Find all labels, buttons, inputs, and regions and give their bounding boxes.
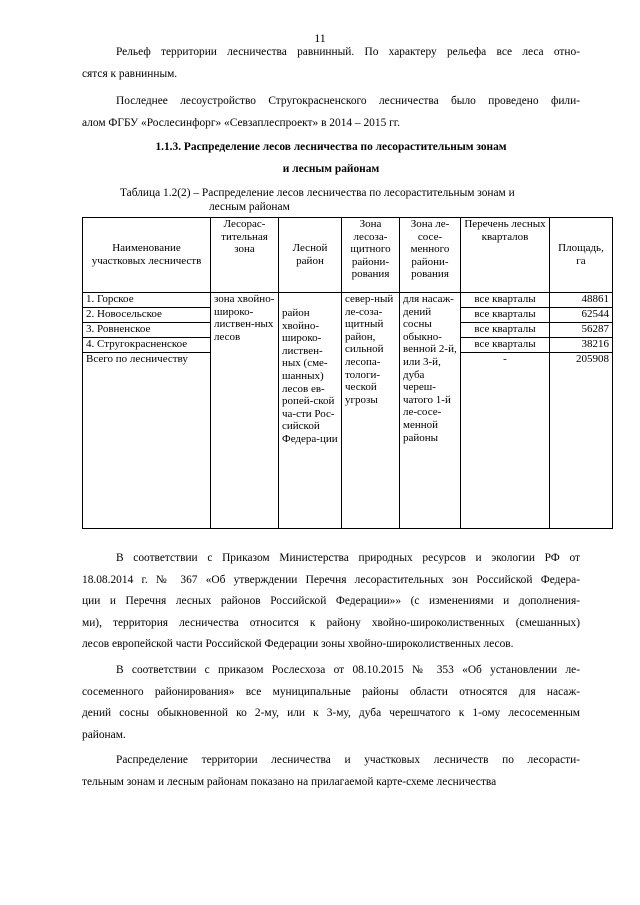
row-quarters: все кварталы <box>461 323 550 338</box>
row-area: 56287 <box>550 323 613 338</box>
section-heading <box>82 137 580 180</box>
table-row <box>83 293 613 308</box>
total-name: Всего по лесничеству <box>83 353 211 529</box>
text-line: дений сосны обыкновенной ко 2-му, или к 3-му, дуба черешчатого к 1-ому лесосеменным <box>82 707 580 720</box>
text-line: Рельеф территории лесничества равнинный. По характеру рельефа все леса отно- <box>116 46 580 58</box>
text-line: Последнее лесоустройство Стругокрасненского лесничества было проведено фили- <box>116 95 580 107</box>
heading-line: 1.1.3. Распределение лесов лесничества по лесорастительным зонам <box>155 141 507 153</box>
text-line: ми), территория лесничества относится к району хвойно-широколиственных (смешанных) <box>82 616 580 629</box>
text-line: тельным зонам и лесным районам показано на прилагаемой карте-схеме лесничества <box>82 775 497 788</box>
paragraph-rosleskhoz-order <box>82 660 580 746</box>
seed-zone-cell: для насаж-дений сосны обыкно-венной 2-й, или 3-й, дуба череш-чатого 1-й ле-сосе-менной районы <box>400 293 461 529</box>
row-area: 38216 <box>550 338 613 353</box>
text-line: лесов европейской части Российской Федерации зоны хвойно-широколиственных лесов. <box>82 638 514 651</box>
row-name: 1. Горское <box>83 293 211 308</box>
paragraph-ministry-order <box>82 548 580 656</box>
header-zone: Лесорас-тительная зона <box>211 218 279 293</box>
caption-line: лесным районам <box>209 201 290 213</box>
text-line: ции и Перечня лесных районов Российской Федерации»» (с изменениями и дополнения- <box>82 595 580 608</box>
zone-cell: зона хвойно-широко-листвен-ных лесов <box>211 293 279 529</box>
row-area: 48861 <box>550 293 613 308</box>
row-quarters: все кварталы <box>461 338 550 353</box>
table-header-row <box>83 218 613 293</box>
caption-line: Таблица 1.2(2) – Распределение лесов лесничества по лесорастительным зонам и <box>120 187 515 199</box>
row-quarters: все кварталы <box>461 308 550 323</box>
table-caption <box>82 186 580 214</box>
row-name: 3. Ровненское <box>83 323 211 338</box>
text-line: В соответствии с Приказом Министерства природных ресурсов и экологии РФ от <box>116 552 580 564</box>
text-line: Распределение территории лесничества и участковых лесничеств по лесорасти- <box>116 754 580 766</box>
paragraph-relief <box>82 42 580 85</box>
text-line: сосеменного районирования» все муниципальные районы области относятся для насаж- <box>82 685 580 698</box>
paragraph-forest-inventory <box>82 91 580 134</box>
text-line: В соответствии с приказом Рослесхоза от 08.10.2015 № 353 «Об установлении ле- <box>116 664 580 676</box>
header-name: Наименование участковых лесничеств <box>83 218 211 293</box>
text-line: районам. <box>82 728 126 741</box>
total-quarters: - <box>461 353 550 529</box>
text-line: алом ФГБУ «Рослесинфорг» «Севзаплеспроект» в 2014 – 2015 гг. <box>82 116 401 129</box>
header-area: Площадь, га <box>550 218 613 293</box>
text-line: 18.08.2014 г. № 367 «Об утверждении Перечня лесорастительных зон Российской Федера- <box>82 573 580 586</box>
row-name: 2. Новосельское <box>83 308 211 323</box>
forest-distribution-table <box>82 217 613 529</box>
row-quarters: все кварталы <box>461 293 550 308</box>
header-district: Лесной район <box>279 218 342 293</box>
header-seed-zone: Зона ле-сосе-менного райони-рования <box>400 218 461 293</box>
district-cell: район хвойно-широко-листвен-ных (сме-шанных) лесов ев-ропей-ской ча-сти Рос-сийской Федера-ции <box>279 293 342 529</box>
page-number: 11 <box>314 31 326 45</box>
text-line: сятся к равнинным. <box>82 67 178 80</box>
protect-zone-cell: север-ный ле-соза-щитный район, сильной лесопа-тологи-ческой угрозы <box>342 293 400 529</box>
heading-line: и лесным районам <box>282 162 380 175</box>
header-quarters: Перечень лесных кварталов <box>461 218 550 293</box>
paragraph-map-reference <box>82 750 580 793</box>
row-area: 62544 <box>550 308 613 323</box>
row-name: 4. Стругокрасненское <box>83 338 211 353</box>
total-area: 205908 <box>550 353 613 529</box>
header-protect-zone: Зона лесоза-щитного райони-рования <box>342 218 400 293</box>
